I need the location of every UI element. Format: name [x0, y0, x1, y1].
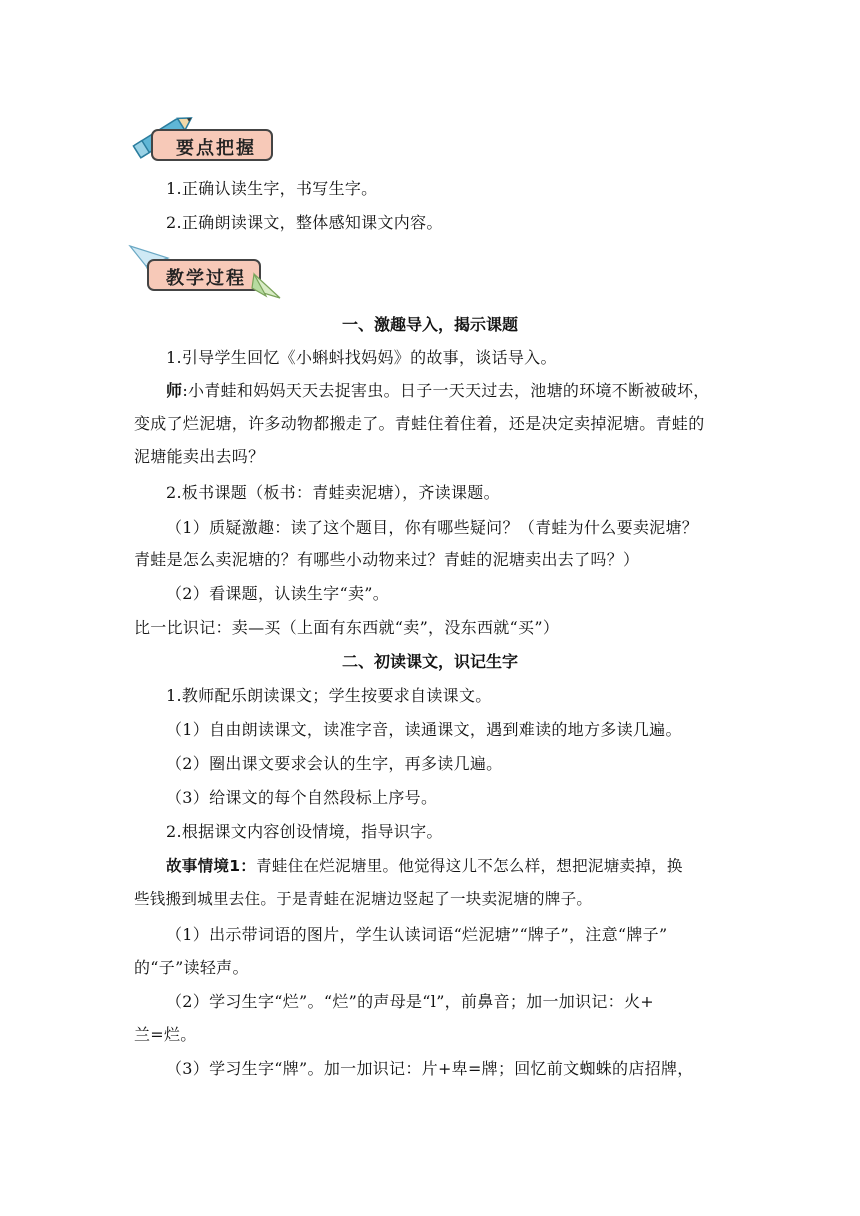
section-1-p1: 1.引导学生回忆《小蝌蚪找妈妈》的故事，谈话导入。 — [166, 348, 557, 367]
step-2: （2）圈出课文要求会认的生字，再多读几遍。 — [166, 754, 503, 773]
compare-note: 比一比识记：卖—买（上面有东西就“卖”，没东西就“买”） — [134, 618, 560, 637]
question-1-line-1: （1）质疑激趣：读了这个题目，你有哪些疑问？（青蛙为什么要卖泥塘？ — [166, 518, 699, 537]
task-1-line-1: （1）出示带词语的图片，学生认读词语“烂泥塘”“牌子”，注意“牌子” — [166, 925, 668, 944]
key-points-label: 要点把握 — [176, 138, 256, 159]
teacher-label: 师 — [166, 381, 183, 400]
key-points-badge — [128, 110, 278, 166]
story-line-2: 些钱搬到城里去住。于是青蛙在泥塘边竖起了一块卖泥塘的牌子。 — [134, 890, 593, 908]
task-3-line-1: （3）学习生字“牌”。加一加识记：片+卑=牌；回忆前文蜘蛛的店招牌， — [166, 1059, 694, 1078]
teacher-speech-line-1 — [166, 380, 710, 402]
question-1-line-2: 青蛙是怎么卖泥塘的？有哪些小动物来过？青蛙的泥塘卖出去了吗？） — [134, 550, 640, 569]
section-2-title: 二、初读课文，识记生字 — [341, 652, 518, 671]
teaching-process-label: 教学过程 — [166, 268, 246, 289]
task-2-line-2: 兰=烂。 — [134, 1025, 197, 1044]
goal-2: 2.正确朗读课文，整体感知课文内容。 — [166, 213, 443, 232]
step-3: （3）给课文的每个自然段标上序号。 — [166, 788, 438, 807]
question-2: （2）看课题，认读生字“卖”。 — [166, 584, 390, 603]
teacher-text-1: :小青蛙和妈妈天天去捉害虫。日子一天天过去，池塘的环境不断被破坏， — [182, 381, 710, 400]
story-text-1: 青蛙住在烂泥塘里。他觉得这儿不怎么样，想把泥塘卖掉，换 — [256, 857, 683, 875]
teaching-process-badge — [128, 240, 283, 302]
section-1-title: 一、激趣导入，揭示课题 — [341, 315, 518, 334]
story-line-1 — [166, 855, 683, 877]
story-label: 故事情境1： — [166, 857, 257, 875]
teacher-speech-line-2: 变成了烂泥塘，许多动物都搬走了。青蛙住着住着，还是决定卖掉泥塘。青蛙的 — [134, 414, 705, 433]
section-2-p2: 2.根据课文内容创设情境，指导识字。 — [166, 822, 443, 841]
section-1-p2: 2.板书课题（板书：青蛙卖泥塘），齐读课题。 — [166, 483, 500, 502]
task-1-line-2: 的“子”读轻声。 — [134, 958, 249, 977]
step-1: （1）自由朗读课文，读准字音，读通课文，遇到难读的地方多读几遍。 — [166, 720, 682, 739]
teacher-speech-line-3: 泥塘能卖出去吗？ — [134, 447, 265, 466]
task-2-line-1: （2）学习生字“烂”。“烂”的声母是“l”，前鼻音；加一加识记：火+ — [166, 992, 654, 1011]
section-2-p1: 1.教师配乐朗读课文；学生按要求自读课文。 — [166, 686, 492, 705]
goal-1: 1.正确认读生字，书写生字。 — [166, 179, 378, 198]
